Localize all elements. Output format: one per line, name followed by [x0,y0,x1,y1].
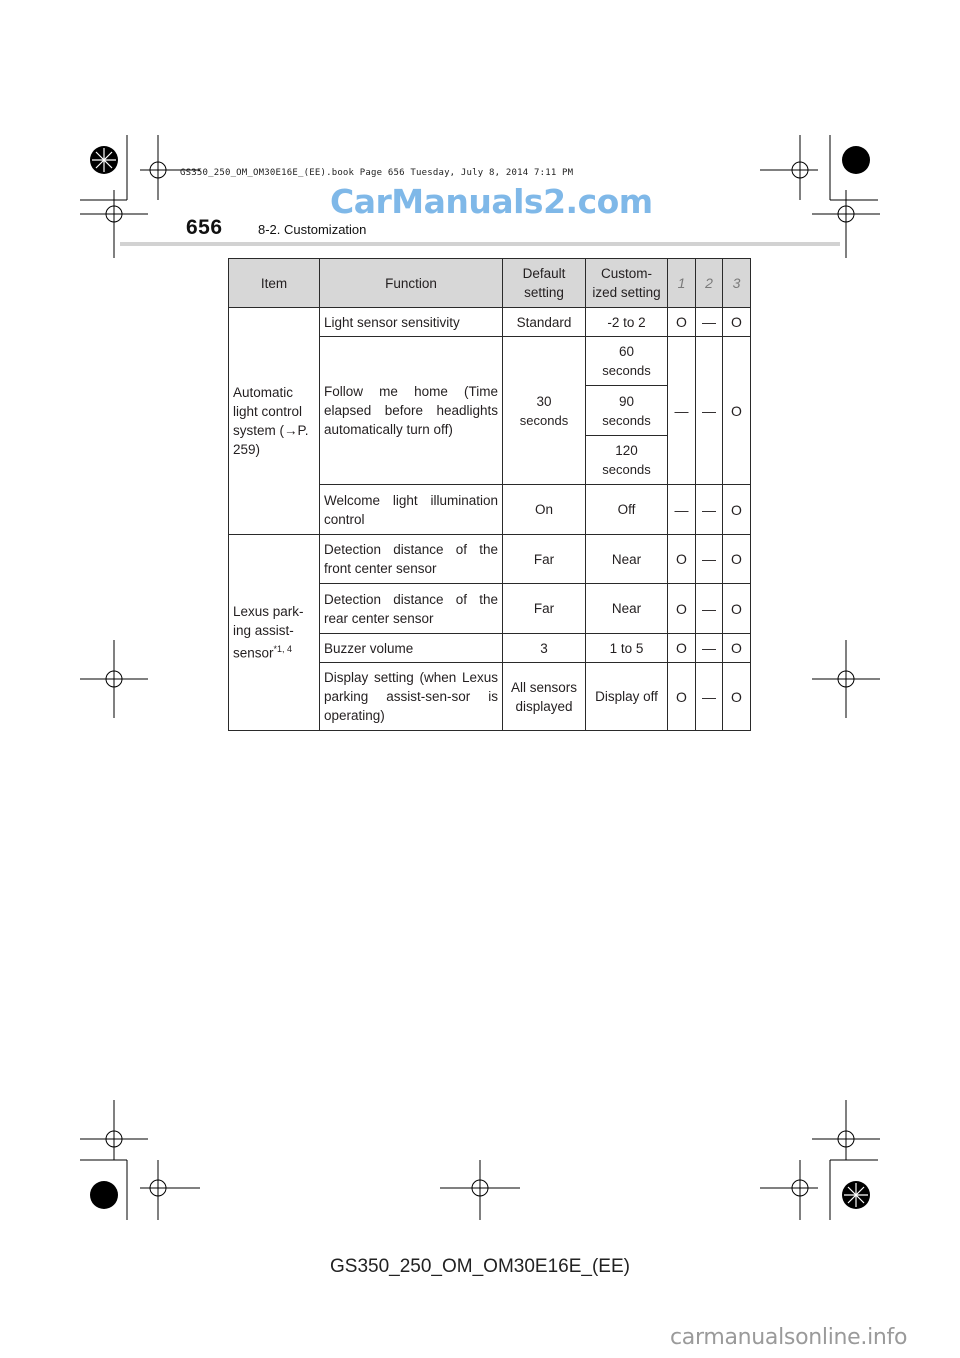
header-customized-setting: Custom-ized setting [586,259,668,308]
custom-cell: Display off [586,663,668,731]
mark-1: — [668,337,696,485]
mark-3: O [723,337,751,485]
function-cell: Detection distance of the rear center sensor [320,584,503,634]
table-header-row [229,259,751,308]
custom-cell [586,337,668,386]
mark-1: O [668,584,696,634]
mark-1: O [668,535,696,584]
default-cell: Far [503,584,586,634]
section-title: 8-2. Customization [258,222,367,237]
page-number: 656 [186,216,223,239]
book-file-line: GS350_250_OM_OM30E16E_(EE).book Page 656 Tuesday, July 8, 2014 7:11 PM [180,168,574,178]
function-cell: Welcome light illumination control [320,485,503,535]
default-cell: All sensors displayed [503,663,586,731]
default-cell: 3 [503,634,586,663]
default-number: 30 [536,393,552,409]
custom-number: 90 [618,393,635,409]
default-cell [503,337,586,485]
footnote-marker: *1, 4 [273,644,293,655]
function-cell: Buzzer volume [320,634,503,663]
mark-3: O [723,308,751,337]
header-col-3: 3 [723,259,751,308]
default-cell: Standard [503,308,586,337]
mark-1: — [668,485,696,535]
custom-number: 120 [615,443,638,458]
custom-unit: seconds [602,462,651,477]
default-cell: On [503,485,586,535]
site-brand: carmanualsonline.info [670,1325,908,1350]
header-function: Function [320,259,503,308]
item-automatic-light-control: Automatic light control system (→P. 259) [229,308,320,535]
mark-2: — [696,535,723,584]
item-label: Lexus park-ing assist-sensor [233,604,304,661]
table-row [229,535,751,584]
header-rule [120,242,840,246]
mark-3: O [723,634,751,663]
custom-cell: Off [586,485,668,535]
custom-cell: 1 to 5 [586,634,668,663]
custom-cell: Near [586,584,668,634]
custom-cell: -2 to 2 [586,308,668,337]
item-parking-assist-sensor [229,535,320,731]
header-col-1: 1 [668,259,696,308]
custom-cell [586,436,668,485]
header-default-setting: Default setting [503,259,586,308]
watermark-logo: CarManuals2.com [330,182,653,221]
mark-1: O [668,634,696,663]
custom-unit: seconds [602,363,651,378]
mark-3: O [723,663,751,731]
mark-2: — [696,634,723,663]
header-item: Item [229,259,320,308]
default-cell: Far [503,535,586,584]
default-unit: seconds [519,412,569,428]
mark-1: O [668,308,696,337]
table-row [229,308,751,337]
mark-1: O [668,663,696,731]
customization-table [228,258,751,731]
mark-3: O [723,485,751,535]
custom-cell [586,386,668,436]
custom-number: 60 [618,344,635,359]
mark-2: — [696,308,723,337]
function-cell: Follow me home (Time elapsed before headlights automatically turn off) [320,337,503,485]
mark-3: O [723,584,751,634]
mark-3: O [723,535,751,584]
mark-2: — [696,337,723,485]
function-cell: Detection distance of the front center sensor [320,535,503,584]
footer-code: GS350_250_OM_OM30E16E_(EE) [330,1256,630,1277]
function-cell: Light sensor sensitivity [320,308,503,337]
custom-cell: Near [586,535,668,584]
custom-unit: seconds [602,412,651,428]
function-cell: Display setting (when Lexus parking assist-sen-sor is operating) [320,663,503,731]
header-col-2: 2 [696,259,723,308]
mark-2: — [696,663,723,731]
mark-2: — [696,485,723,535]
mark-2: — [696,584,723,634]
